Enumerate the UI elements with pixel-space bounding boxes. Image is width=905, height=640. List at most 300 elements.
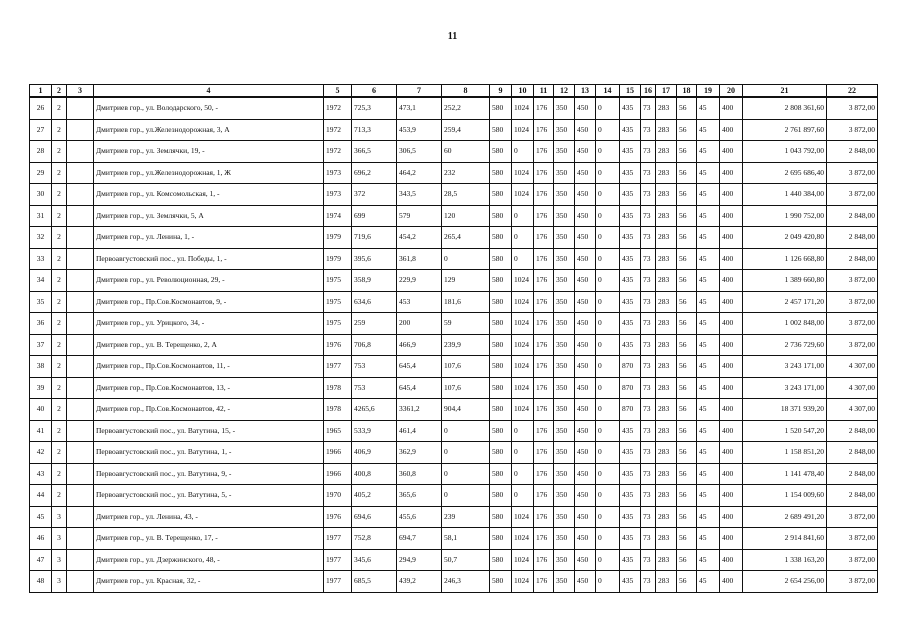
- cell-col-12: 350: [554, 506, 575, 528]
- page-number: 11: [447, 31, 458, 42]
- cell-col-14: 0: [596, 205, 620, 227]
- cell-col-16: 73: [641, 356, 656, 378]
- cell-col-2: 2: [52, 248, 67, 270]
- cell-col-2: 2: [52, 162, 67, 184]
- cell-col-12: 350: [554, 227, 575, 249]
- cell-col-22: 2 848,00: [827, 227, 878, 249]
- cell-col-1: 46: [30, 528, 52, 550]
- cell-col-6: 725,3: [352, 97, 397, 119]
- cell-col-14: 0: [596, 162, 620, 184]
- cell-col-6: 753: [352, 377, 397, 399]
- cell-col-5: 1979: [324, 227, 352, 249]
- cell-col-10: 1024: [512, 313, 534, 335]
- cell-col-10: 0: [512, 442, 534, 464]
- table-row: [30, 549, 878, 571]
- cell-col-13: 450: [575, 571, 596, 593]
- cell-col-10: 1024: [512, 97, 534, 119]
- cell-col-8: 59: [442, 313, 490, 335]
- cell-col-19: 45: [697, 270, 720, 292]
- cell-col-13: 450: [575, 399, 596, 421]
- cell-col-7: 461,4: [397, 420, 442, 442]
- cell-col-13: 450: [575, 119, 596, 141]
- cell-col-10: 1024: [512, 162, 534, 184]
- cell-col-5: 1978: [324, 377, 352, 399]
- cell-col-15: 435: [620, 184, 641, 206]
- cell-col-21: 1 141 478,40: [743, 463, 827, 485]
- cell-col-22: 3 872,00: [827, 528, 878, 550]
- cell-col-7: 306,5: [397, 141, 442, 163]
- cell-col-10: 1024: [512, 334, 534, 356]
- cell-col-12: 350: [554, 528, 575, 550]
- cell-col-14: 0: [596, 549, 620, 571]
- cell-col-10: 0: [512, 141, 534, 163]
- table-row: [30, 313, 878, 335]
- cell-col-1: 41: [30, 420, 52, 442]
- cell-col-16: 73: [641, 184, 656, 206]
- cell-col-17: 283: [656, 377, 677, 399]
- cell-col-11: 176: [534, 248, 554, 270]
- cell-col-5: 1970: [324, 485, 352, 507]
- cell-col-7: 579: [397, 205, 442, 227]
- cell-col-12: 350: [554, 119, 575, 141]
- table-row: [30, 119, 878, 141]
- cell-col-13: 450: [575, 162, 596, 184]
- cell-col-5: 1976: [324, 334, 352, 356]
- cell-col-15: 435: [620, 442, 641, 464]
- cell-col-20: 400: [720, 420, 743, 442]
- cell-col-15: 870: [620, 356, 641, 378]
- cell-col-1: 35: [30, 291, 52, 313]
- cell-col-21: 2 808 361,60: [743, 97, 827, 119]
- cell-col-20: 400: [720, 119, 743, 141]
- cell-col-22: 2 848,00: [827, 248, 878, 270]
- cell-col-16: 73: [641, 399, 656, 421]
- cell-col-7: 694,7: [397, 528, 442, 550]
- cell-col-18: 56: [677, 205, 697, 227]
- cell-col-4: Дмитриев гор., Пр.Сов.Космонавтов, 9, -: [94, 291, 324, 313]
- cell-col-3: [67, 356, 94, 378]
- cell-col-11: 176: [534, 571, 554, 593]
- cell-col-10: 1024: [512, 291, 534, 313]
- column-header-6: 6: [352, 85, 397, 98]
- cell-col-6: 719,6: [352, 227, 397, 249]
- cell-col-14: 0: [596, 571, 620, 593]
- cell-col-8: 129: [442, 270, 490, 292]
- table-row: [30, 463, 878, 485]
- cell-col-12: 350: [554, 334, 575, 356]
- cell-col-18: 56: [677, 334, 697, 356]
- cell-col-21: 3 243 171,00: [743, 377, 827, 399]
- cell-col-14: 0: [596, 97, 620, 119]
- cell-col-3: [67, 334, 94, 356]
- cell-col-22: 3 872,00: [827, 506, 878, 528]
- cell-col-17: 283: [656, 442, 677, 464]
- cell-col-15: 870: [620, 377, 641, 399]
- cell-col-7: 645,4: [397, 377, 442, 399]
- cell-col-12: 350: [554, 356, 575, 378]
- cell-col-9: 580: [490, 420, 512, 442]
- cell-col-21: 2 689 491,20: [743, 506, 827, 528]
- cell-col-14: 0: [596, 291, 620, 313]
- column-header-19: 19: [697, 85, 720, 98]
- cell-col-15: 435: [620, 248, 641, 270]
- cell-col-2: 2: [52, 205, 67, 227]
- cell-col-20: 400: [720, 334, 743, 356]
- cell-col-2: 2: [52, 334, 67, 356]
- cell-col-12: 350: [554, 162, 575, 184]
- cell-col-15: 435: [620, 334, 641, 356]
- cell-col-15: 435: [620, 227, 641, 249]
- column-header-10: 10: [512, 85, 534, 98]
- cell-col-7: 645,4: [397, 356, 442, 378]
- cell-col-2: 2: [52, 463, 67, 485]
- table-row: [30, 291, 878, 313]
- cell-col-12: 350: [554, 420, 575, 442]
- cell-col-13: 450: [575, 227, 596, 249]
- cell-col-2: 3: [52, 506, 67, 528]
- cell-col-18: 56: [677, 356, 697, 378]
- cell-col-15: 435: [620, 420, 641, 442]
- cell-col-7: 294,9: [397, 549, 442, 571]
- cell-col-12: 350: [554, 463, 575, 485]
- cell-col-20: 400: [720, 356, 743, 378]
- cell-col-5: 1977: [324, 356, 352, 378]
- column-header-13: 13: [575, 85, 596, 98]
- cell-col-17: 283: [656, 356, 677, 378]
- cell-col-2: 2: [52, 377, 67, 399]
- cell-col-9: 580: [490, 119, 512, 141]
- cell-col-20: 400: [720, 313, 743, 335]
- cell-col-19: 45: [697, 377, 720, 399]
- cell-col-8: 0: [442, 442, 490, 464]
- cell-col-7: 3361,2: [397, 399, 442, 421]
- cell-col-11: 176: [534, 141, 554, 163]
- cell-col-10: 0: [512, 248, 534, 270]
- cell-col-9: 580: [490, 356, 512, 378]
- column-header-9: 9: [490, 85, 512, 98]
- column-header-16: 16: [641, 85, 656, 98]
- cell-col-19: 45: [697, 334, 720, 356]
- column-header-14: 14: [596, 85, 620, 98]
- cell-col-15: 435: [620, 162, 641, 184]
- cell-col-20: 400: [720, 162, 743, 184]
- cell-col-10: 0: [512, 420, 534, 442]
- cell-col-2: 2: [52, 184, 67, 206]
- cell-col-1: 42: [30, 442, 52, 464]
- cell-col-6: 4265,6: [352, 399, 397, 421]
- cell-col-10: 1024: [512, 549, 534, 571]
- cell-col-12: 350: [554, 248, 575, 270]
- cell-col-18: 56: [677, 442, 697, 464]
- cell-col-11: 176: [534, 334, 554, 356]
- cell-col-21: 18 371 939,20: [743, 399, 827, 421]
- cell-col-5: 1975: [324, 313, 352, 335]
- cell-col-3: [67, 442, 94, 464]
- cell-col-13: 450: [575, 97, 596, 119]
- cell-col-22: 3 872,00: [827, 549, 878, 571]
- cell-col-22: 3 872,00: [827, 291, 878, 313]
- cell-col-17: 283: [656, 528, 677, 550]
- cell-col-7: 200: [397, 313, 442, 335]
- cell-col-20: 400: [720, 291, 743, 313]
- cell-col-10: 1024: [512, 571, 534, 593]
- cell-col-14: 0: [596, 377, 620, 399]
- cell-col-19: 45: [697, 291, 720, 313]
- cell-col-13: 450: [575, 313, 596, 335]
- cell-col-1: 45: [30, 506, 52, 528]
- cell-col-14: 0: [596, 420, 620, 442]
- cell-col-10: 1024: [512, 270, 534, 292]
- cell-col-18: 56: [677, 270, 697, 292]
- cell-col-2: 2: [52, 485, 67, 507]
- cell-col-7: 455,6: [397, 506, 442, 528]
- cell-col-14: 0: [596, 227, 620, 249]
- cell-col-2: 2: [52, 356, 67, 378]
- table-row: [30, 248, 878, 270]
- table-row: [30, 485, 878, 507]
- column-header-4: 4: [94, 85, 324, 98]
- cell-col-9: 580: [490, 549, 512, 571]
- column-header-17: 17: [656, 85, 677, 98]
- cell-col-11: 176: [534, 313, 554, 335]
- cell-col-17: 283: [656, 291, 677, 313]
- cell-col-17: 283: [656, 420, 677, 442]
- cell-col-19: 45: [697, 420, 720, 442]
- table-row: [30, 528, 878, 550]
- cell-col-22: 4 307,00: [827, 377, 878, 399]
- cell-col-1: 36: [30, 313, 52, 335]
- cell-col-17: 283: [656, 119, 677, 141]
- cell-col-3: [67, 205, 94, 227]
- cell-col-10: 1024: [512, 184, 534, 206]
- cell-col-11: 176: [534, 291, 554, 313]
- cell-col-18: 56: [677, 227, 697, 249]
- cell-col-22: 3 872,00: [827, 162, 878, 184]
- cell-col-16: 73: [641, 442, 656, 464]
- table-row: [30, 205, 878, 227]
- cell-col-3: [67, 571, 94, 593]
- cell-col-3: [67, 506, 94, 528]
- cell-col-5: 1975: [324, 270, 352, 292]
- cell-col-8: 265,4: [442, 227, 490, 249]
- cell-col-8: 904,4: [442, 399, 490, 421]
- cell-col-17: 283: [656, 141, 677, 163]
- cell-col-9: 580: [490, 313, 512, 335]
- cell-col-20: 400: [720, 506, 743, 528]
- cell-col-2: 3: [52, 571, 67, 593]
- table-row: [30, 97, 878, 119]
- cell-col-7: 361,8: [397, 248, 442, 270]
- cell-col-14: 0: [596, 141, 620, 163]
- cell-col-9: 580: [490, 377, 512, 399]
- cell-col-6: 699: [352, 205, 397, 227]
- cell-col-19: 45: [697, 485, 720, 507]
- cell-col-1: 38: [30, 356, 52, 378]
- cell-col-8: 239,9: [442, 334, 490, 356]
- cell-col-4: Дмитриев гор., ул. Землячки, 19, -: [94, 141, 324, 163]
- cell-col-9: 580: [490, 571, 512, 593]
- cell-col-11: 176: [534, 463, 554, 485]
- cell-col-18: 56: [677, 291, 697, 313]
- cell-col-11: 176: [534, 549, 554, 571]
- cell-col-5: 1972: [324, 97, 352, 119]
- cell-col-11: 176: [534, 485, 554, 507]
- cell-col-12: 350: [554, 442, 575, 464]
- cell-col-19: 45: [697, 549, 720, 571]
- cell-col-6: 694,6: [352, 506, 397, 528]
- cell-col-20: 400: [720, 97, 743, 119]
- cell-col-13: 450: [575, 356, 596, 378]
- cell-col-1: 26: [30, 97, 52, 119]
- cell-col-4: Дмитриев гор., ул. Урицкого, 34, -: [94, 313, 324, 335]
- cell-col-19: 45: [697, 141, 720, 163]
- cell-col-11: 176: [534, 377, 554, 399]
- cell-col-20: 400: [720, 141, 743, 163]
- cell-col-15: 435: [620, 571, 641, 593]
- cell-col-9: 580: [490, 227, 512, 249]
- table-row: [30, 442, 878, 464]
- cell-col-21: 1 440 384,00: [743, 184, 827, 206]
- cell-col-15: 435: [620, 313, 641, 335]
- cell-col-22: 2 848,00: [827, 463, 878, 485]
- cell-col-19: 45: [697, 399, 720, 421]
- cell-col-1: 48: [30, 571, 52, 593]
- cell-col-5: 1977: [324, 571, 352, 593]
- cell-col-20: 400: [720, 270, 743, 292]
- cell-col-3: [67, 377, 94, 399]
- cell-col-19: 45: [697, 571, 720, 593]
- cell-col-7: 453,9: [397, 119, 442, 141]
- table-row: [30, 162, 878, 184]
- cell-col-11: 176: [534, 270, 554, 292]
- cell-col-2: 2: [52, 442, 67, 464]
- cell-col-14: 0: [596, 184, 620, 206]
- cell-col-6: 395,6: [352, 248, 397, 270]
- cell-col-16: 73: [641, 205, 656, 227]
- cell-col-17: 283: [656, 571, 677, 593]
- cell-col-1: 29: [30, 162, 52, 184]
- cell-col-22: 3 872,00: [827, 119, 878, 141]
- cell-col-12: 350: [554, 485, 575, 507]
- cell-col-22: 2 848,00: [827, 485, 878, 507]
- cell-col-3: [67, 528, 94, 550]
- cell-col-18: 56: [677, 141, 697, 163]
- cell-col-16: 73: [641, 549, 656, 571]
- cell-col-3: [67, 162, 94, 184]
- table-row: [30, 399, 878, 421]
- cell-col-12: 350: [554, 377, 575, 399]
- cell-col-15: 435: [620, 205, 641, 227]
- cell-col-14: 0: [596, 485, 620, 507]
- cell-col-22: 3 872,00: [827, 313, 878, 335]
- cell-col-5: 1966: [324, 463, 352, 485]
- cell-col-16: 73: [641, 270, 656, 292]
- cell-col-7: 473,1: [397, 97, 442, 119]
- cell-col-3: [67, 399, 94, 421]
- cell-col-8: 0: [442, 463, 490, 485]
- cell-col-10: 1024: [512, 506, 534, 528]
- cell-col-12: 350: [554, 141, 575, 163]
- cell-col-7: 464,2: [397, 162, 442, 184]
- cell-col-20: 400: [720, 571, 743, 593]
- cell-col-21: 2 695 686,40: [743, 162, 827, 184]
- cell-col-17: 283: [656, 97, 677, 119]
- cell-col-6: 400,8: [352, 463, 397, 485]
- cell-col-15: 435: [620, 463, 641, 485]
- cell-col-13: 450: [575, 420, 596, 442]
- column-header-15: 15: [620, 85, 641, 98]
- cell-col-13: 450: [575, 270, 596, 292]
- cell-col-18: 56: [677, 549, 697, 571]
- cell-col-21: 2 736 729,60: [743, 334, 827, 356]
- cell-col-11: 176: [534, 420, 554, 442]
- cell-col-7: 362,9: [397, 442, 442, 464]
- cell-col-18: 56: [677, 485, 697, 507]
- cell-col-16: 73: [641, 377, 656, 399]
- cell-col-12: 350: [554, 571, 575, 593]
- cell-col-21: 2 761 897,60: [743, 119, 827, 141]
- cell-col-8: 107,6: [442, 377, 490, 399]
- cell-col-4: Дмитриев гор., ул. Красная, 32, -: [94, 571, 324, 593]
- cell-col-21: 1 154 009,60: [743, 485, 827, 507]
- cell-col-19: 45: [697, 184, 720, 206]
- cell-col-20: 400: [720, 399, 743, 421]
- cell-col-8: 120: [442, 205, 490, 227]
- cell-col-4: Дмитриев гор., ул.Железнодорожная, 3, А: [94, 119, 324, 141]
- cell-col-12: 350: [554, 549, 575, 571]
- cell-col-3: [67, 141, 94, 163]
- cell-col-19: 45: [697, 162, 720, 184]
- cell-col-16: 73: [641, 97, 656, 119]
- cell-col-13: 450: [575, 549, 596, 571]
- table-row: [30, 377, 878, 399]
- cell-col-4: Дмитриев гор., Пр.Сов.Космонавтов, 13, -: [94, 377, 324, 399]
- cell-col-8: 107,6: [442, 356, 490, 378]
- cell-col-18: 56: [677, 506, 697, 528]
- cell-col-17: 283: [656, 184, 677, 206]
- cell-col-13: 450: [575, 528, 596, 550]
- cell-col-5: 1976: [324, 506, 352, 528]
- cell-col-21: 2 654 256,00: [743, 571, 827, 593]
- cell-col-15: 435: [620, 528, 641, 550]
- cell-col-15: 435: [620, 119, 641, 141]
- cell-col-8: 0: [442, 248, 490, 270]
- cell-col-17: 283: [656, 248, 677, 270]
- cell-col-4: Дмитриев гор., ул. В. Терещенко, 17, -: [94, 528, 324, 550]
- cell-col-3: [67, 248, 94, 270]
- cell-col-16: 73: [641, 119, 656, 141]
- cell-col-12: 350: [554, 205, 575, 227]
- cell-col-11: 176: [534, 227, 554, 249]
- cell-col-2: 2: [52, 270, 67, 292]
- cell-col-18: 56: [677, 97, 697, 119]
- cell-col-10: 0: [512, 463, 534, 485]
- cell-col-8: 28,5: [442, 184, 490, 206]
- cell-col-17: 283: [656, 334, 677, 356]
- cell-col-21: 1 520 547,20: [743, 420, 827, 442]
- cell-col-6: 366,5: [352, 141, 397, 163]
- cell-col-9: 580: [490, 528, 512, 550]
- cell-col-1: 39: [30, 377, 52, 399]
- table-row: [30, 420, 878, 442]
- cell-col-21: 1 043 792,00: [743, 141, 827, 163]
- cell-col-14: 0: [596, 528, 620, 550]
- cell-col-13: 450: [575, 377, 596, 399]
- table-body: [30, 97, 878, 592]
- cell-col-13: 450: [575, 485, 596, 507]
- housing-register-table: [29, 84, 878, 593]
- cell-col-9: 580: [490, 442, 512, 464]
